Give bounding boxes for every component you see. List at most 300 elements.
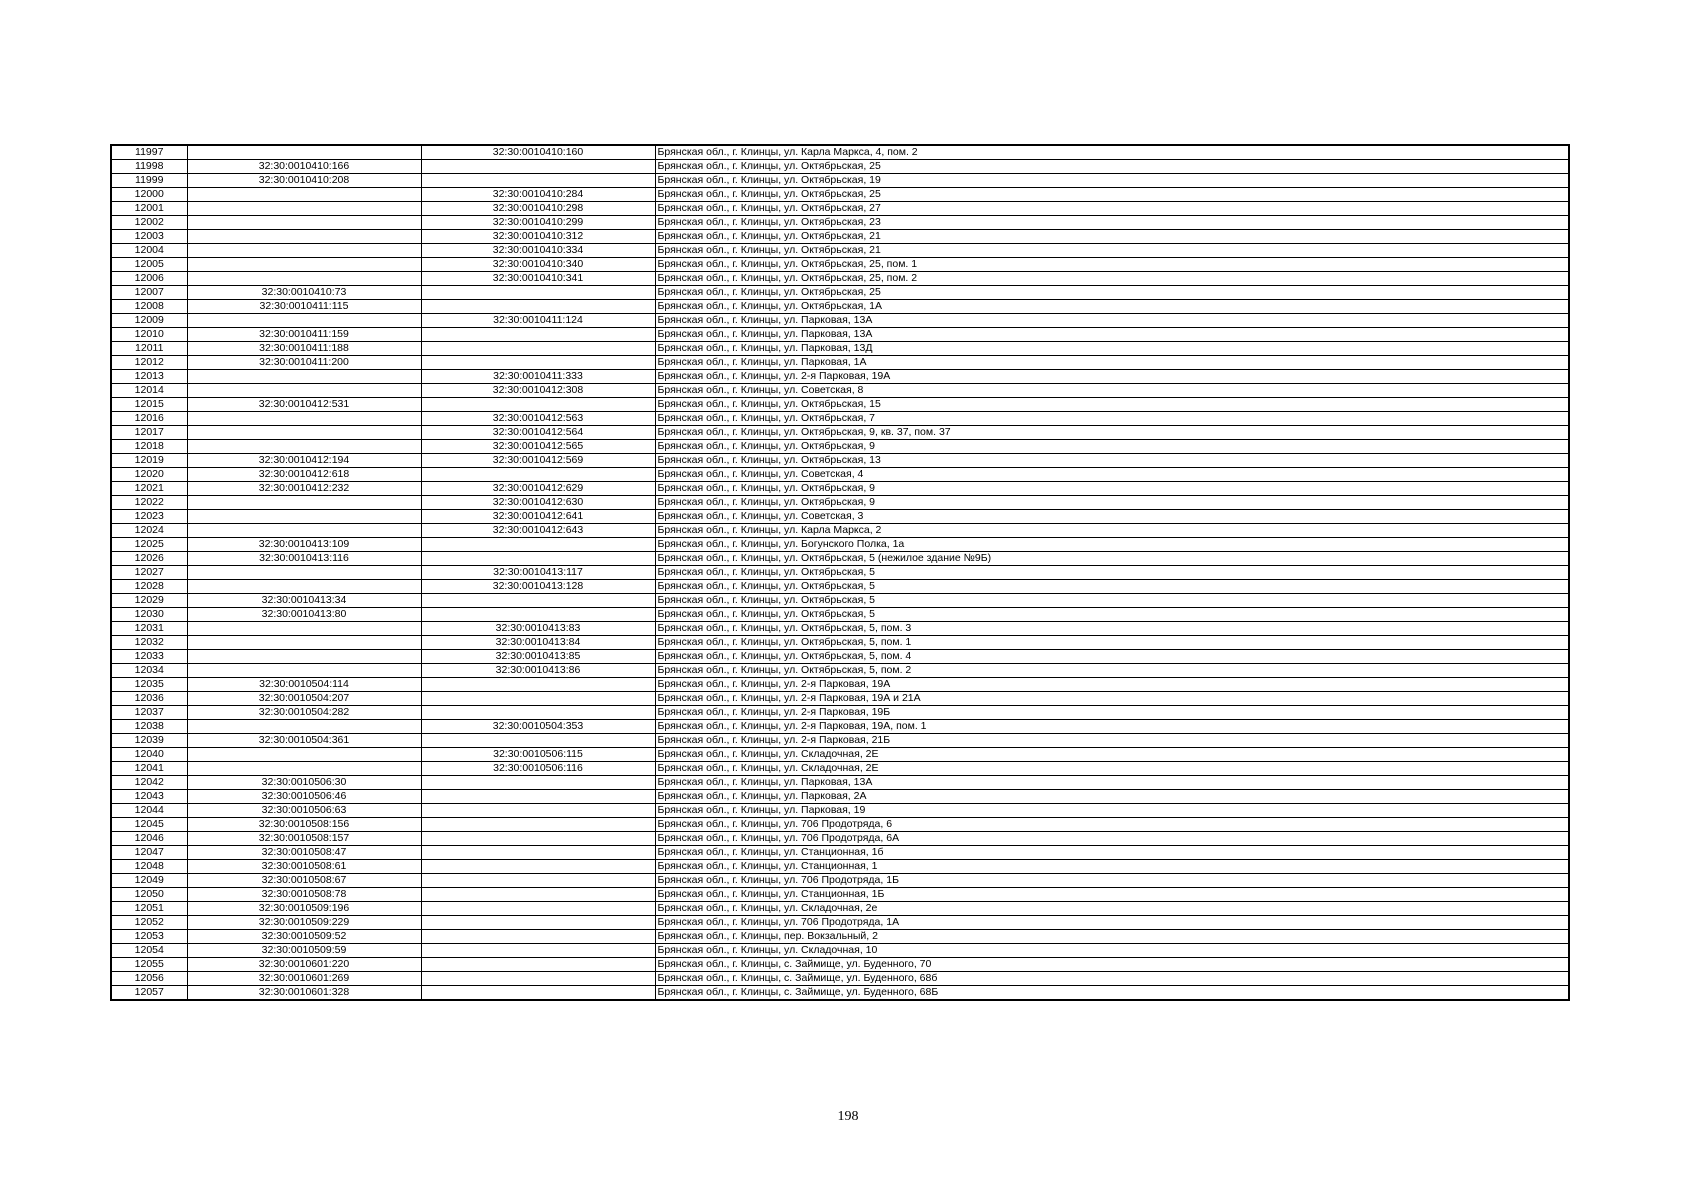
land-cadastral-number-cell: 32:30:0010509:52 [187, 930, 421, 944]
address-cell: Брянская обл., г. Клинцы, ул. Парковая, 13Д [655, 342, 1569, 356]
address-cell: Брянская обл., г. Клинцы, ул. Октябрьская, 5 [655, 594, 1569, 608]
land-cadastral-number-cell: 32:30:0010601:220 [187, 958, 421, 972]
address-cell: Брянская обл., г. Клинцы, ул. Октябрьская, 9 [655, 496, 1569, 510]
land-cadastral-number-cell: 32:30:0010413:80 [187, 608, 421, 622]
row-number-cell: 12013 [111, 370, 187, 384]
land-cadastral-number-cell: 32:30:0010411:188 [187, 342, 421, 356]
land-cadastral-number-cell [187, 230, 421, 244]
building-cadastral-number-cell [421, 972, 655, 986]
building-cadastral-number-cell [421, 818, 655, 832]
row-number-cell: 12051 [111, 902, 187, 916]
land-cadastral-number-cell: 32:30:0010504:282 [187, 706, 421, 720]
row-number-cell: 12052 [111, 916, 187, 930]
table-row [111, 636, 1569, 650]
building-cadastral-number-cell: 32:30:0010413:117 [421, 566, 655, 580]
table-row [111, 398, 1569, 412]
building-cadastral-number-cell: 32:30:0010412:565 [421, 440, 655, 454]
land-cadastral-number-cell [187, 622, 421, 636]
land-cadastral-number-cell [187, 258, 421, 272]
address-cell: Брянская обл., г. Клинцы, ул. Октябрьская, 5 [655, 566, 1569, 580]
building-cadastral-number-cell: 32:30:0010504:353 [421, 720, 655, 734]
land-cadastral-number-cell: 32:30:0010412:531 [187, 398, 421, 412]
row-number-cell: 12015 [111, 398, 187, 412]
land-cadastral-number-cell: 32:30:0010410:166 [187, 160, 421, 174]
address-cell: Брянская обл., г. Клинцы, ул. Октябрьская, 25 [655, 160, 1569, 174]
row-number-cell: 12025 [111, 538, 187, 552]
row-number-cell: 12043 [111, 790, 187, 804]
address-cell: Брянская обл., г. Клинцы, ул. 2-я Парковая, 19А, пом. 1 [655, 720, 1569, 734]
row-number-cell: 12034 [111, 664, 187, 678]
land-cadastral-number-cell [187, 580, 421, 594]
building-cadastral-number-cell: 32:30:0010410:299 [421, 216, 655, 230]
building-cadastral-number-cell [421, 986, 655, 1001]
table-row [111, 356, 1569, 370]
land-cadastral-number-cell [187, 272, 421, 286]
row-number-cell: 12047 [111, 846, 187, 860]
table-row [111, 832, 1569, 846]
row-number-cell: 12002 [111, 216, 187, 230]
building-cadastral-number-cell: 32:30:0010506:115 [421, 748, 655, 762]
address-cell: Брянская обл., г. Клинцы, с. Займище, ул. Буденного, 68б [655, 972, 1569, 986]
table-row [111, 594, 1569, 608]
building-cadastral-number-cell [421, 174, 655, 188]
land-cadastral-number-cell [187, 748, 421, 762]
land-cadastral-number-cell: 32:30:0010508:156 [187, 818, 421, 832]
address-cell: Брянская обл., г. Клинцы, ул. Октябрьская, 23 [655, 216, 1569, 230]
address-cell: Брянская обл., г. Клинцы, ул. Октябрьская, 9 [655, 482, 1569, 496]
table-row [111, 384, 1569, 398]
address-cell: Брянская обл., г. Клинцы, ул. Складочная, 2Е [655, 748, 1569, 762]
building-cadastral-number-cell [421, 916, 655, 930]
address-cell: Брянская обл., г. Клинцы, пер. Вокзальный, 2 [655, 930, 1569, 944]
table-row [111, 846, 1569, 860]
table-row [111, 328, 1569, 342]
building-cadastral-number-cell [421, 328, 655, 342]
table-row [111, 510, 1569, 524]
land-cadastral-number-cell [187, 412, 421, 426]
land-cadastral-number-cell: 32:30:0010411:159 [187, 328, 421, 342]
row-number-cell: 12006 [111, 272, 187, 286]
row-number-cell: 12050 [111, 888, 187, 902]
building-cadastral-number-cell: 32:30:0010412:641 [421, 510, 655, 524]
table-row [111, 342, 1569, 356]
table-row [111, 202, 1569, 216]
table-row [111, 566, 1569, 580]
building-cadastral-number-cell: 32:30:0010412:308 [421, 384, 655, 398]
building-cadastral-number-cell: 32:30:0010410:312 [421, 230, 655, 244]
address-cell: Брянская обл., г. Клинцы, ул. Октябрьская, 1А [655, 300, 1569, 314]
address-cell: Брянская обл., г. Клинцы, ул. Октябрьская, 9 [655, 440, 1569, 454]
land-cadastral-number-cell [187, 762, 421, 776]
building-cadastral-number-cell [421, 356, 655, 370]
address-cell: Брянская обл., г. Клинцы, ул. Карла Маркса, 2 [655, 524, 1569, 538]
address-cell: Брянская обл., г. Клинцы, ул. Станционная, 1б [655, 846, 1569, 860]
page-number: 198 [837, 1109, 859, 1124]
row-number-cell: 12040 [111, 748, 187, 762]
address-cell: Брянская обл., г. Клинцы, ул. 2-я Парковая, 21Б [655, 734, 1569, 748]
land-cadastral-number-cell [187, 370, 421, 384]
register-table [110, 144, 1570, 1001]
building-cadastral-number-cell [421, 874, 655, 888]
building-cadastral-number-cell: 32:30:0010413:83 [421, 622, 655, 636]
address-cell: Брянская обл., г. Клинцы, ул. Станционная, 1Б [655, 888, 1569, 902]
row-number-cell: 12017 [111, 426, 187, 440]
building-cadastral-number-cell [421, 468, 655, 482]
address-cell: Брянская обл., г. Клинцы, ул. Октябрьская, 5, пом. 2 [655, 664, 1569, 678]
row-number-cell: 12048 [111, 860, 187, 874]
building-cadastral-number-cell [421, 342, 655, 356]
address-cell: Брянская обл., г. Клинцы, ул. Октябрьская, 5, пом. 4 [655, 650, 1569, 664]
row-number-cell: 12029 [111, 594, 187, 608]
building-cadastral-number-cell [421, 678, 655, 692]
address-cell: Брянская обл., г. Клинцы, ул. Складочная, 10 [655, 944, 1569, 958]
land-cadastral-number-cell: 32:30:0010508:47 [187, 846, 421, 860]
building-cadastral-number-cell [421, 552, 655, 566]
building-cadastral-number-cell: 32:30:0010412:643 [421, 524, 655, 538]
land-cadastral-number-cell [187, 202, 421, 216]
land-cadastral-number-cell: 32:30:0010413:109 [187, 538, 421, 552]
table-row [111, 538, 1569, 552]
building-cadastral-number-cell [421, 300, 655, 314]
row-number-cell: 11998 [111, 160, 187, 174]
address-cell: Брянская обл., г. Клинцы, ул. Парковая, 13А [655, 328, 1569, 342]
table-row [111, 440, 1569, 454]
table-row [111, 678, 1569, 692]
table-row [111, 216, 1569, 230]
table-row [111, 258, 1569, 272]
building-cadastral-number-cell: 32:30:0010410:341 [421, 272, 655, 286]
address-cell: Брянская обл., г. Клинцы, ул. Октябрьская, 5 [655, 580, 1569, 594]
table-row [111, 552, 1569, 566]
address-cell: Брянская обл., г. Клинцы, ул. Октябрьская, 9, кв. 37, пом. 37 [655, 426, 1569, 440]
table-row [111, 720, 1569, 734]
building-cadastral-number-cell: 32:30:0010412:564 [421, 426, 655, 440]
address-cell: Брянская обл., г. Клинцы, ул. Октябрьская, 5 [655, 608, 1569, 622]
table-row [111, 888, 1569, 902]
table-row [111, 986, 1569, 1001]
address-cell: Брянская обл., г. Клинцы, ул. Октябрьская, 5, пом. 3 [655, 622, 1569, 636]
row-number-cell: 12016 [111, 412, 187, 426]
building-cadastral-number-cell: 32:30:0010413:86 [421, 664, 655, 678]
building-cadastral-number-cell [421, 846, 655, 860]
address-cell: Брянская обл., г. Клинцы, ул. 706 Продотряда, 1А [655, 916, 1569, 930]
table-row [111, 776, 1569, 790]
table-row [111, 230, 1569, 244]
land-cadastral-number-cell: 32:30:0010411:115 [187, 300, 421, 314]
building-cadastral-number-cell [421, 286, 655, 300]
building-cadastral-number-cell [421, 398, 655, 412]
land-cadastral-number-cell: 32:30:0010412:194 [187, 454, 421, 468]
row-number-cell: 12009 [111, 314, 187, 328]
table-row [111, 902, 1569, 916]
land-cadastral-number-cell: 32:30:0010412:618 [187, 468, 421, 482]
table-row [111, 874, 1569, 888]
register-table-body [111, 145, 1569, 1000]
address-cell: Брянская обл., г. Клинцы, ул. Парковая, 19 [655, 804, 1569, 818]
building-cadastral-number-cell [421, 776, 655, 790]
address-cell: Брянская обл., г. Клинцы, с. Займище, ул. Буденного, 70 [655, 958, 1569, 972]
building-cadastral-number-cell [421, 804, 655, 818]
address-cell: Брянская обл., г. Клинцы, ул. 2-я Парковая, 19А [655, 678, 1569, 692]
row-number-cell: 12044 [111, 804, 187, 818]
land-cadastral-number-cell: 32:30:0010410:73 [187, 286, 421, 300]
row-number-cell: 12056 [111, 972, 187, 986]
building-cadastral-number-cell: 32:30:0010412:569 [421, 454, 655, 468]
land-cadastral-number-cell [187, 496, 421, 510]
table-row [111, 482, 1569, 496]
land-cadastral-number-cell: 32:30:0010504:207 [187, 692, 421, 706]
table-row [111, 300, 1569, 314]
row-number-cell: 12027 [111, 566, 187, 580]
address-cell: Брянская обл., г. Клинцы, ул. Октябрьская, 21 [655, 244, 1569, 258]
row-number-cell: 12045 [111, 818, 187, 832]
building-cadastral-number-cell: 32:30:0010413:85 [421, 650, 655, 664]
row-number-cell: 12012 [111, 356, 187, 370]
row-number-cell: 12023 [111, 510, 187, 524]
land-cadastral-number-cell [187, 440, 421, 454]
address-cell: Брянская обл., г. Клинцы, ул. 706 Продотряда, 1Б [655, 874, 1569, 888]
address-cell: Брянская обл., г. Клинцы, ул. Советская, 8 [655, 384, 1569, 398]
row-number-cell: 12003 [111, 230, 187, 244]
table-row [111, 748, 1569, 762]
row-number-cell: 12053 [111, 930, 187, 944]
row-number-cell: 12054 [111, 944, 187, 958]
row-number-cell: 12005 [111, 258, 187, 272]
table-row [111, 524, 1569, 538]
address-cell: Брянская обл., г. Клинцы, ул. Октябрьская, 19 [655, 174, 1569, 188]
address-cell: Брянская обл., г. Клинцы, ул. Парковая, 1А [655, 356, 1569, 370]
building-cadastral-number-cell: 32:30:0010410:298 [421, 202, 655, 216]
building-cadastral-number-cell: 32:30:0010413:84 [421, 636, 655, 650]
table-row [111, 244, 1569, 258]
land-cadastral-number-cell [187, 510, 421, 524]
row-number-cell: 11999 [111, 174, 187, 188]
land-cadastral-number-cell [187, 524, 421, 538]
table-row [111, 944, 1569, 958]
building-cadastral-number-cell [421, 706, 655, 720]
row-number-cell: 12026 [111, 552, 187, 566]
row-number-cell: 12032 [111, 636, 187, 650]
row-number-cell: 12041 [111, 762, 187, 776]
row-number-cell: 12008 [111, 300, 187, 314]
land-cadastral-number-cell: 32:30:0010508:78 [187, 888, 421, 902]
building-cadastral-number-cell: 32:30:0010410:160 [421, 145, 655, 160]
table-row [111, 930, 1569, 944]
address-cell: Брянская обл., г. Клинцы, ул. Богунского Полка, 1а [655, 538, 1569, 552]
address-cell: Брянская обл., г. Клинцы, ул. Октябрьская, 13 [655, 454, 1569, 468]
table-row [111, 468, 1569, 482]
row-number-cell: 12028 [111, 580, 187, 594]
address-cell: Брянская обл., г. Клинцы, ул. Октябрьская, 25, пом. 1 [655, 258, 1569, 272]
land-cadastral-number-cell: 32:30:0010508:157 [187, 832, 421, 846]
building-cadastral-number-cell [421, 160, 655, 174]
land-cadastral-number-cell: 32:30:0010506:63 [187, 804, 421, 818]
building-cadastral-number-cell [421, 930, 655, 944]
table-row [111, 692, 1569, 706]
land-cadastral-number-cell: 32:30:0010506:30 [187, 776, 421, 790]
row-number-cell: 12031 [111, 622, 187, 636]
land-cadastral-number-cell: 32:30:0010504:361 [187, 734, 421, 748]
land-cadastral-number-cell [187, 720, 421, 734]
address-cell: Брянская обл., г. Клинцы, ул. Складочная, 2Е [655, 762, 1569, 776]
row-number-cell: 11997 [111, 145, 187, 160]
row-number-cell: 12030 [111, 608, 187, 622]
table-row [111, 958, 1569, 972]
address-cell: Брянская обл., г. Клинцы, ул. Октябрьская, 7 [655, 412, 1569, 426]
table-row [111, 412, 1569, 426]
building-cadastral-number-cell: 32:30:0010412:630 [421, 496, 655, 510]
address-cell: Брянская обл., г. Клинцы, ул. 2-я Парковая, 19А и 21А [655, 692, 1569, 706]
address-cell: Брянская обл., г. Клинцы, ул. Октябрьская, 25 [655, 188, 1569, 202]
table-row [111, 818, 1569, 832]
address-cell: Брянская обл., г. Клинцы, ул. Октябрьская, 15 [655, 398, 1569, 412]
row-number-cell: 12036 [111, 692, 187, 706]
table-row [111, 860, 1569, 874]
building-cadastral-number-cell [421, 594, 655, 608]
address-cell: Брянская обл., г. Клинцы, ул. Станционная, 1 [655, 860, 1569, 874]
address-cell: Брянская обл., г. Клинцы, ул. 706 Продотряда, 6 [655, 818, 1569, 832]
table-row [111, 734, 1569, 748]
land-cadastral-number-cell [187, 145, 421, 160]
land-cadastral-number-cell [187, 188, 421, 202]
row-number-cell: 12001 [111, 202, 187, 216]
address-cell: Брянская обл., г. Клинцы, ул. Парковая, 13А [655, 776, 1569, 790]
table-row [111, 370, 1569, 384]
row-number-cell: 12014 [111, 384, 187, 398]
land-cadastral-number-cell: 32:30:0010509:229 [187, 916, 421, 930]
row-number-cell: 12042 [111, 776, 187, 790]
land-cadastral-number-cell [187, 384, 421, 398]
land-cadastral-number-cell: 32:30:0010601:328 [187, 986, 421, 1001]
building-cadastral-number-cell [421, 888, 655, 902]
row-number-cell: 12022 [111, 496, 187, 510]
building-cadastral-number-cell [421, 790, 655, 804]
row-number-cell: 12038 [111, 720, 187, 734]
row-number-cell: 12021 [111, 482, 187, 496]
address-cell: Брянская обл., г. Клинцы, ул. Парковая, 2А [655, 790, 1569, 804]
address-cell: Брянская обл., г. Клинцы, ул. Карла Маркса, 4, пом. 2 [655, 145, 1569, 160]
address-cell: Брянская обл., г. Клинцы, ул. Октябрьская, 25, пом. 2 [655, 272, 1569, 286]
table-row [111, 622, 1569, 636]
table-row [111, 664, 1569, 678]
address-cell: Брянская обл., г. Клинцы, ул. Советская, 3 [655, 510, 1569, 524]
row-number-cell: 12055 [111, 958, 187, 972]
row-number-cell: 12057 [111, 986, 187, 1001]
building-cadastral-number-cell: 32:30:0010411:333 [421, 370, 655, 384]
land-cadastral-number-cell: 32:30:0010601:269 [187, 972, 421, 986]
table-row [111, 160, 1569, 174]
land-cadastral-number-cell: 32:30:0010413:34 [187, 594, 421, 608]
building-cadastral-number-cell: 32:30:0010411:124 [421, 314, 655, 328]
row-number-cell: 12046 [111, 832, 187, 846]
land-cadastral-number-cell [187, 566, 421, 580]
table-row [111, 272, 1569, 286]
address-cell: Брянская обл., г. Клинцы, ул. 2-я Парковая, 19Б [655, 706, 1569, 720]
table-row [111, 804, 1569, 818]
building-cadastral-number-cell: 32:30:0010410:334 [421, 244, 655, 258]
land-cadastral-number-cell [187, 426, 421, 440]
land-cadastral-number-cell: 32:30:0010412:232 [187, 482, 421, 496]
table-row [111, 790, 1569, 804]
table-row [111, 580, 1569, 594]
building-cadastral-number-cell: 32:30:0010506:116 [421, 762, 655, 776]
address-cell: Брянская обл., г. Клинцы, с. Займище, ул. Буденного, 68Б [655, 986, 1569, 1001]
address-cell: Брянская обл., г. Клинцы, ул. Советская, 4 [655, 468, 1569, 482]
address-cell: Брянская обл., г. Клинцы, ул. Октябрьская, 5, пом. 1 [655, 636, 1569, 650]
land-cadastral-number-cell [187, 216, 421, 230]
table-row [111, 174, 1569, 188]
table-row [111, 608, 1569, 622]
table-row [111, 972, 1569, 986]
row-number-cell: 12004 [111, 244, 187, 258]
address-cell: Брянская обл., г. Клинцы, ул. Парковая, 13А [655, 314, 1569, 328]
land-cadastral-number-cell: 32:30:0010410:208 [187, 174, 421, 188]
building-cadastral-number-cell: 32:30:0010412:629 [421, 482, 655, 496]
building-cadastral-number-cell [421, 608, 655, 622]
table-row [111, 145, 1569, 160]
building-cadastral-number-cell [421, 902, 655, 916]
address-cell: Брянская обл., г. Клинцы, ул. Складочная, 2е [655, 902, 1569, 916]
row-number-cell: 12019 [111, 454, 187, 468]
land-cadastral-number-cell: 32:30:0010508:67 [187, 874, 421, 888]
row-number-cell: 12049 [111, 874, 187, 888]
table-row [111, 286, 1569, 300]
table-row [111, 762, 1569, 776]
table-row [111, 454, 1569, 468]
table-row [111, 188, 1569, 202]
land-cadastral-number-cell [187, 636, 421, 650]
building-cadastral-number-cell [421, 538, 655, 552]
land-cadastral-number-cell: 32:30:0010504:114 [187, 678, 421, 692]
row-number-cell: 12033 [111, 650, 187, 664]
land-cadastral-number-cell: 32:30:0010509:196 [187, 902, 421, 916]
land-cadastral-number-cell [187, 664, 421, 678]
building-cadastral-number-cell: 32:30:0010410:340 [421, 258, 655, 272]
row-number-cell: 12035 [111, 678, 187, 692]
building-cadastral-number-cell: 32:30:0010412:563 [421, 412, 655, 426]
row-number-cell: 12011 [111, 342, 187, 356]
building-cadastral-number-cell [421, 734, 655, 748]
address-cell: Брянская обл., г. Клинцы, ул. 2-я Парковая, 19А [655, 370, 1569, 384]
land-cadastral-number-cell: 32:30:0010411:200 [187, 356, 421, 370]
land-cadastral-number-cell: 32:30:0010413:116 [187, 552, 421, 566]
table-row [111, 426, 1569, 440]
row-number-cell: 12018 [111, 440, 187, 454]
row-number-cell: 12020 [111, 468, 187, 482]
address-cell: Брянская обл., г. Клинцы, ул. Октябрьская, 21 [655, 230, 1569, 244]
address-cell: Брянская обл., г. Клинцы, ул. 706 Продотряда, 6А [655, 832, 1569, 846]
address-cell: Брянская обл., г. Клинцы, ул. Октябрьская, 27 [655, 202, 1569, 216]
table-row [111, 706, 1569, 720]
land-cadastral-number-cell [187, 650, 421, 664]
land-cadastral-number-cell: 32:30:0010506:46 [187, 790, 421, 804]
table-row [111, 496, 1569, 510]
address-cell: Брянская обл., г. Клинцы, ул. Октябрьская, 5 (нежилое здание №9Б) [655, 552, 1569, 566]
row-number-cell: 12000 [111, 188, 187, 202]
land-cadastral-number-cell [187, 244, 421, 258]
building-cadastral-number-cell [421, 958, 655, 972]
building-cadastral-number-cell [421, 692, 655, 706]
table-row [111, 314, 1569, 328]
building-cadastral-number-cell: 32:30:0010410:284 [421, 188, 655, 202]
row-number-cell: 12039 [111, 734, 187, 748]
building-cadastral-number-cell [421, 832, 655, 846]
building-cadastral-number-cell [421, 860, 655, 874]
address-cell: Брянская обл., г. Клинцы, ул. Октябрьская, 25 [655, 286, 1569, 300]
row-number-cell: 12024 [111, 524, 187, 538]
row-number-cell: 12010 [111, 328, 187, 342]
land-cadastral-number-cell [187, 314, 421, 328]
